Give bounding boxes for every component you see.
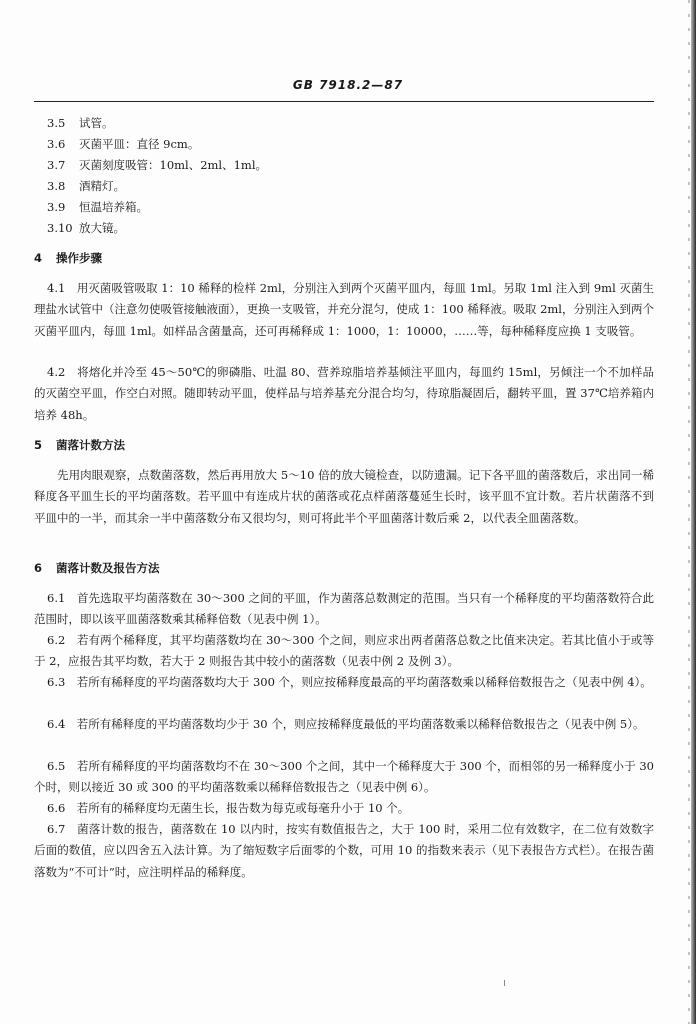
list-item-text: 酒精灯。 [79, 179, 125, 193]
list-item [34, 113, 654, 134]
section-heading-5 [34, 437, 125, 453]
list-item-number: 3.10 [47, 221, 73, 235]
equipment-list [34, 113, 654, 239]
paragraph-6-6: 6.6 若所有的稀释度均无菌生长，报告数为每克或每毫升小于 10 个。 [47, 801, 410, 815]
paragraph-4-1: 4.1 用灭菌吸管吸取 1：10 稀释的检样 2ml，分别注入到两个灭菌平皿内，每皿 1ml。另取 1ml 注入到 9ml 灭菌生理盐水试管中（注意勿使吸管接触液面），更换一支吸管，并充分混匀，使成 1：100 稀释液。吸取 2ml，分别注入到两个灭菌平皿内，每皿 1ml。如样品含菌量高，还可再稀释成 1：1000，1：10000，……等，每种稀释度应换 1 支吸管。 [34, 281, 654, 338]
section-title: 菌落计数方法 [56, 438, 125, 452]
section-heading-6 [34, 560, 160, 576]
section-number: 5 [34, 438, 43, 452]
paragraph-6-5: 6.5 若所有稀释度的平均菌落数均不在 30～300 个之间，其中一个稀释度大于 300 个，而相邻的另一稀释度小于 30 个时，则以接近 30 或 300 的平均菌落数乘以稀释倍数报告之（见表中例 6）。 [34, 759, 654, 795]
list-item-text: 恒温培养箱。 [79, 200, 148, 214]
paragraph-4-2: 4.2 将熔化并冷至 45～50℃的卵磷脂、吐温 80、营养琼脂培养基倾注平皿内，每皿约 15ml，另倾注一个不加样品的灭菌空平皿，作空白对照。随即转动平皿，使样品与培养基充分混合均匀，待琼脂凝固后，翻转平皿，置 37℃培养箱内培养 48h。 [34, 365, 654, 422]
list-item-text: 灭菌平皿：直径 9cm。 [79, 137, 200, 151]
list-item-number: 3.8 [47, 179, 66, 193]
paragraph-6-3: 6.3 若所有稀释度的平均菌落数均大于 300 个，则应按稀释度最高的平均菌落数乘以稀释倍数报告之（见表中例 4）。 [47, 675, 652, 689]
list-item-text: 试管。 [79, 116, 114, 130]
list-item [34, 176, 654, 197]
paragraph-5: 先用肉眼观察，点数菌落数，然后再用放大 5～10 倍的放大镜检查，以防遗漏。记下各平皿的菌落数后，求出同一稀释度各平皿生长的平均菌落数。若平皿中有连成片状的菌落或花点样菌落蔓延生长时，该平皿不宜计数。若片状菌落不到平皿中的一半，而其余一半中菌落数分布又很均匀，则可将此半个平皿菌落计数后乘 2，以代表全皿菌落数。 [34, 468, 654, 525]
paragraph-6-1: 6.1 首先选取平均菌落数在 30～300 之间的平皿，作为菌落总数测定的范围。当只有一个稀释度的平均菌落数符合此范围时，即以该平皿菌落数乘其稀释倍数（见表中例 1）。 [34, 591, 654, 627]
section-heading-4 [34, 250, 102, 266]
section-number: 4 [34, 251, 43, 265]
page-edge-shadow [691, 0, 696, 1024]
list-item-text: 放大镜。 [79, 221, 125, 235]
section-number: 6 [34, 561, 43, 575]
list-item [34, 134, 654, 155]
page-header: GB 7918.2—87 [292, 78, 404, 92]
paragraph-6-7: 6.7 菌落计数的报告，菌落数在 10 以内时，按实有数值报告之，大于 100 时，采用二位有效数字，在二位有效数字后面的数值，应以四舍五入法计算。为了缩短数字后面零的个数，可用 10 的指数来表示（见下表报告方式栏）。在报告菌落数为“不可计”时，应注明样品的稀释度。 [34, 822, 654, 879]
section-title: 菌落计数及报告方法 [56, 561, 160, 575]
list-item-number: 3.6 [47, 137, 66, 151]
paragraph-6-4: 6.4 若所有稀释度的平均菌落数均少于 30 个，则应按稀释度最低的平均菌落数乘以稀释倍数报告之（见表中例 5）。 [47, 717, 645, 731]
list-item-number: 3.9 [47, 200, 66, 214]
list-item [34, 197, 654, 218]
list-item [34, 218, 654, 239]
list-item-number: 3.5 [47, 116, 66, 130]
section-title: 操作步骤 [56, 251, 102, 265]
list-item-number: 3.7 [47, 158, 66, 172]
scan-mark [504, 980, 505, 986]
list-item-text: 灭菌刻度吸管：10ml、2ml、1ml。 [79, 158, 268, 172]
header-rule [34, 101, 654, 102]
paragraph-6-2: 6.2 若有两个稀释度，其平均菌落数均在 30～300 个之间，则应求出两者菌落总数之比值来决定。若其比值小于或等于 2，应报告其平均数，若大于 2 则报告其中较小的菌落数（见表中例 2 及例 3）。 [34, 633, 654, 669]
page-edge-perforation [688, 0, 690, 1024]
list-item [34, 155, 654, 176]
